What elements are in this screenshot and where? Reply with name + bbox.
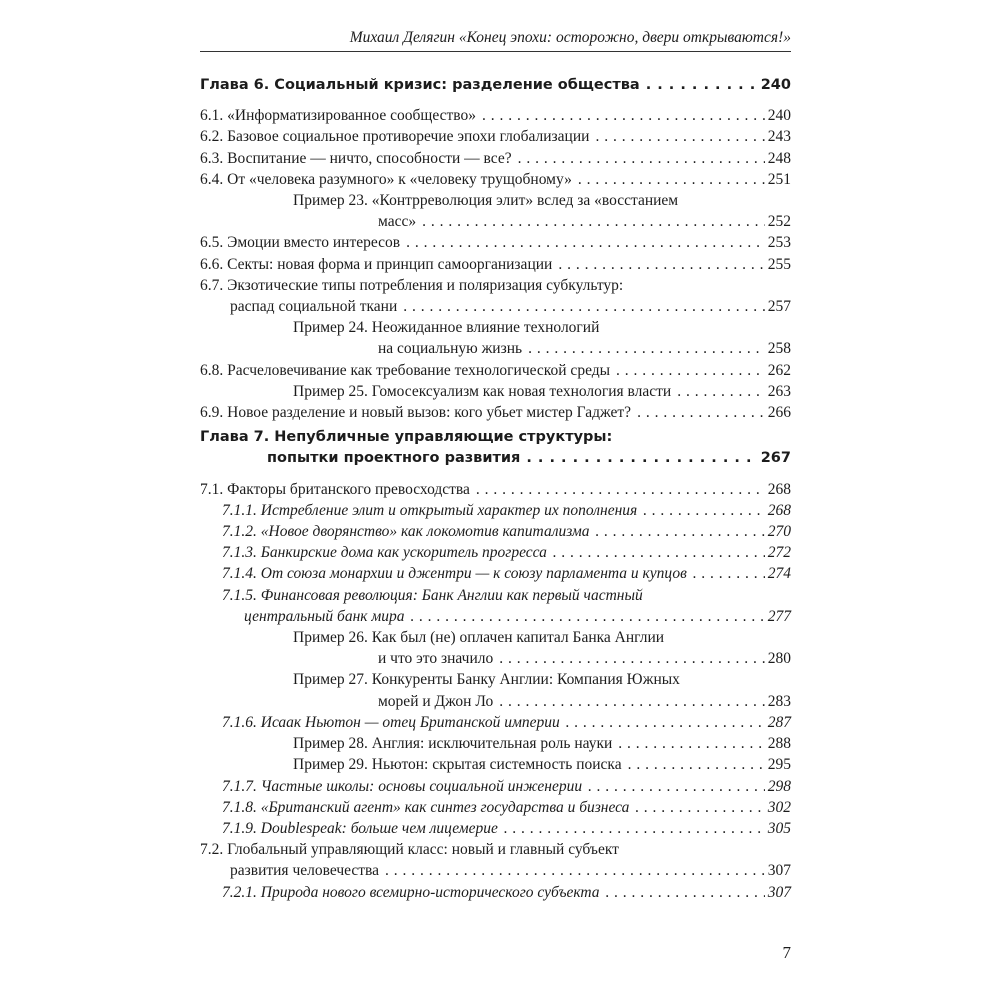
toc-entry-title: 7.1.6. Исаак Ньютон — отец Британской империи <box>222 713 560 731</box>
toc-page-number: 268 <box>767 501 791 519</box>
toc-page-number: 270 <box>767 523 791 541</box>
toc-entry-7-1-9[interactable] <box>200 818 791 839</box>
toc-page-number: 307 <box>767 862 791 880</box>
toc-page-number: 255 <box>767 255 791 273</box>
toc-entry-7-1-7[interactable] <box>200 776 791 797</box>
toc-entry-title: Пример 29. Ньютон: скрытая системность поиска <box>293 756 622 774</box>
leader-dots <box>528 338 765 359</box>
leader-dots <box>595 126 764 147</box>
toc-entry-title-continued: попытки проектного развития <box>267 450 521 467</box>
leader-dots <box>385 860 765 881</box>
toc-entry-6-4[interactable] <box>200 169 791 190</box>
toc-entry-title: 7.2.1. Природа нового всемирно-исторического субъекта <box>222 883 600 901</box>
leader-dots <box>596 521 765 542</box>
toc-entry-title: 6.1. «Информатизированное сообщество» <box>200 107 476 125</box>
leader-dots <box>499 648 764 669</box>
leader-dots <box>635 797 764 818</box>
toc-page-number: 263 <box>767 382 791 400</box>
leader-dots <box>588 776 765 797</box>
leader-dots <box>499 691 765 712</box>
toc-entry-6-7[interactable] <box>200 275 791 317</box>
toc-page-number: 251 <box>767 170 791 188</box>
toc-entry-7-1[interactable] <box>200 479 791 500</box>
toc-page-number: 266 <box>767 404 791 422</box>
toc-page-number: 272 <box>767 544 791 562</box>
toc-entry-title: 7.2. Глобальный управляющий класс: новый и главный субъект <box>200 841 619 859</box>
toc-page-number: 280 <box>767 650 791 668</box>
toc-entry-title-continued: морей и Джон Ло <box>378 692 494 710</box>
toc-page-number: 257 <box>767 298 791 316</box>
toc-entry-6-2[interactable] <box>200 126 791 147</box>
toc-page-number: 295 <box>767 756 791 774</box>
toc-entry-title: Пример 23. «Контрреволюция элит» вслед за «восстанием <box>293 192 679 210</box>
toc-entry-title: 6.6. Секты: новая форма и принцип самоорганизации <box>200 255 553 273</box>
toc-entry-6-5[interactable] <box>200 232 791 253</box>
leader-dots <box>693 563 765 584</box>
toc-entry-6-6[interactable] <box>200 254 791 275</box>
toc-entry-title: 7.1.1. Истребление элит и открытый характер их пополнения <box>222 501 638 519</box>
toc-example-25[interactable] <box>200 381 791 402</box>
leader-dots <box>566 712 765 733</box>
toc-entry-title: 7.1.4. От союза монархии и джентри — к союзу парламента и купцов <box>222 565 687 583</box>
toc-page-number: 307 <box>767 883 791 901</box>
toc-entry-6-3[interactable] <box>200 148 791 169</box>
page-number: 7 <box>782 943 791 962</box>
toc-example-23[interactable] <box>200 190 791 232</box>
toc-page-number: 302 <box>767 798 791 816</box>
toc-entry-title: 7.1.3. Банкирские дома как ускоритель прогресса <box>222 544 547 562</box>
leader-dots <box>578 169 765 190</box>
header-rule <box>200 51 791 52</box>
toc-example-29[interactable] <box>200 754 791 775</box>
table-of-contents <box>200 75 791 903</box>
toc-page-number: 268 <box>767 480 791 498</box>
toc-page-number: 267 <box>760 450 791 467</box>
toc-entry-7-1-5[interactable] <box>200 585 791 627</box>
toc-entry-title: 6.5. Эмоции вместо интересов <box>200 234 401 252</box>
toc-entry-title: Пример 27. Конкуренты Банку Англии: Компания Южных <box>293 671 680 689</box>
toc-chapter-6[interactable] <box>200 75 791 96</box>
toc-entry-title: Глава 7. Непубличные управляющие структуры: <box>200 429 613 446</box>
toc-entry-title-continued: масс» <box>378 213 417 231</box>
toc-entry-7-1-4[interactable] <box>200 563 791 584</box>
leader-dots <box>406 232 765 253</box>
toc-page-number: 298 <box>767 777 791 795</box>
toc-entry-7-1-6[interactable] <box>200 712 791 733</box>
toc-entry-7-1-3[interactable] <box>200 542 791 563</box>
leader-dots <box>518 148 765 169</box>
toc-entry-title: 6.7. Экзотические типы потребления и поляризация субкультур: <box>200 276 624 294</box>
leader-dots <box>526 448 757 469</box>
toc-entry-7-1-1[interactable] <box>200 500 791 521</box>
toc-entry-title: Пример 28. Англия: исключительная роль науки <box>293 735 613 753</box>
leader-dots <box>637 402 765 423</box>
toc-entry-title: 6.8. Расчеловечивание как требование технологической среды <box>200 361 611 379</box>
toc-entry-title: 6.3. Воспитание — ничто, способности — все? <box>200 149 512 167</box>
toc-page-number: 262 <box>767 361 791 379</box>
toc-page-number: 288 <box>767 735 791 753</box>
toc-entry-6-8[interactable] <box>200 360 791 381</box>
toc-page-number: 305 <box>767 819 791 837</box>
toc-entry-title-continued: на социальную жизнь <box>378 340 523 358</box>
toc-page-number: 274 <box>767 565 791 583</box>
toc-entry-title: 7.1.2. «Новое дворянство» как локомотив капитализма <box>222 523 590 541</box>
toc-entry-7-2-1[interactable] <box>200 882 791 903</box>
toc-page-number: 253 <box>767 234 791 252</box>
toc-entry-title-continued: распад социальной ткани <box>230 298 398 316</box>
toc-entry-title-continued: развития человечества <box>230 862 380 880</box>
leader-dots <box>677 381 765 402</box>
toc-page-number: 248 <box>767 149 791 167</box>
leader-dots <box>646 75 758 96</box>
toc-entry-title: 7.1.5. Финансовая революция: Банк Англии как первый частный <box>222 586 643 604</box>
toc-entry-title: 6.4. От «человека разумного» к «человеку трущобному» <box>200 170 572 188</box>
toc-entry-title: 7.1. Факторы британского превосходства <box>200 480 470 498</box>
toc-entry-title: 6.9. Новое разделение и новый вызов: кого убьет мистер Гаджет? <box>200 404 632 422</box>
toc-entry-title: 7.1.9. Doublespeak: больше чем лицемерие <box>222 819 498 837</box>
toc-entry-title: Пример 24. Неожиданное влияние технологий <box>293 319 600 337</box>
leader-dots <box>553 542 765 563</box>
leader-dots <box>482 105 765 126</box>
toc-page-number: 240 <box>767 107 791 125</box>
toc-entry-title: Пример 25. Гомосексуализм как новая технология власти <box>293 382 672 400</box>
leader-dots <box>606 882 765 903</box>
toc-entry-title: Глава 6. Социальный кризис: разделение общества <box>200 77 640 93</box>
leader-dots <box>558 254 764 275</box>
toc-entry-7-2[interactable] <box>200 839 791 881</box>
toc-entry-title: Пример 26. Как был (не) оплачен капитал Банка Англии <box>293 629 665 647</box>
toc-page-number: 240 <box>760 77 791 93</box>
toc-page-number: 243 <box>767 128 791 146</box>
toc-entry-title-continued: центральный банк мира <box>244 607 405 625</box>
toc-entry-title: 7.1.8. «Британский агент» как синтез государства и бизнеса <box>222 798 630 816</box>
toc-entry-title: 7.1.7. Частные школы: основы социальной инженерии <box>222 777 583 795</box>
toc-page-number: 277 <box>767 607 791 625</box>
toc-entry-7-1-2[interactable] <box>200 521 791 542</box>
leader-dots <box>422 211 765 232</box>
toc-page-number: 287 <box>767 713 791 731</box>
leader-dots <box>643 500 765 521</box>
leader-dots <box>504 818 765 839</box>
toc-page-number: 258 <box>767 340 791 358</box>
toc-example-24[interactable] <box>200 317 791 359</box>
toc-page-number: 252 <box>767 213 791 231</box>
toc-entry-title: 6.2. Базовое социальное противоречие эпохи глобализации <box>200 128 590 146</box>
leader-dots <box>476 479 765 500</box>
leader-dots <box>403 296 765 317</box>
leader-dots <box>618 733 764 754</box>
toc-entry-7-1-8[interactable] <box>200 797 791 818</box>
toc-chapter-7[interactable] <box>200 427 791 469</box>
book-title-header: Михаил Делягин «Конец эпохи: осторожно, двери открываются!» <box>349 29 791 46</box>
toc-entry-6-9[interactable] <box>200 402 791 423</box>
leader-dots <box>628 754 765 775</box>
toc-example-27[interactable] <box>200 669 791 711</box>
toc-example-28[interactable] <box>200 733 791 754</box>
leader-dots <box>411 606 765 627</box>
toc-example-26[interactable] <box>200 627 791 669</box>
toc-entry-6-1[interactable] <box>200 105 791 126</box>
toc-entry-title-continued: и что это значило <box>378 650 494 668</box>
toc-page-number: 283 <box>767 692 791 710</box>
leader-dots <box>616 360 765 381</box>
